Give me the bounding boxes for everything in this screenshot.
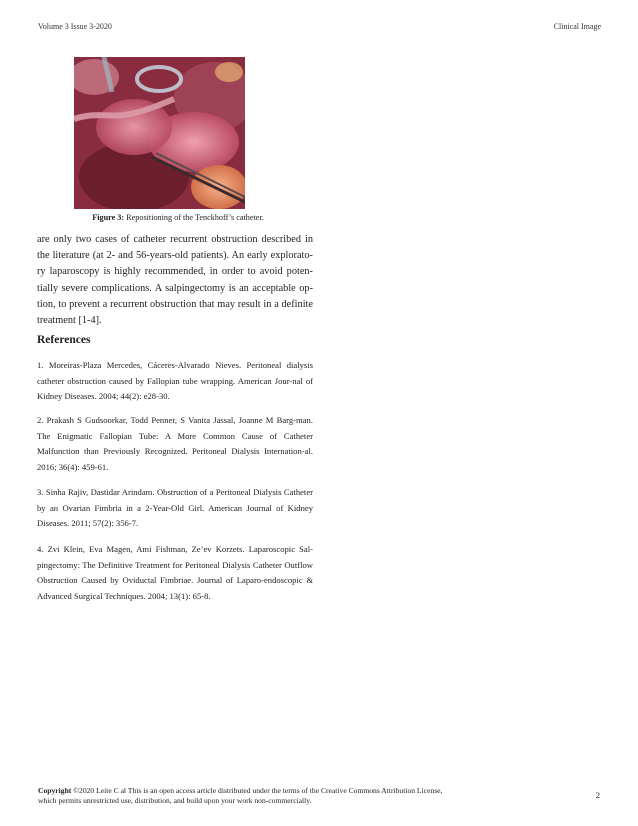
figure-label: Figure 3: <box>92 213 125 222</box>
copyright-label: Copyright <box>38 786 72 795</box>
reference-item: 1. Moreiras-Plaza Mercedes, Cáceres-Alvarado Nieves. Peritoneal dialysis catheter obstruction caused by Fallopian tube wrapping. American Jour-nal of Kidney Diseases. 2004; 44(2): e28-30. <box>37 360 313 402</box>
reference-item: 2. Prakash S Gudsoorkar, Todd Penner, S Vanita Jassal, Joanne M Barg-man. The Enigmatic Fallopian Tube: A More Common Cause of Catheter Malfunction than Previously Recognized. Peritoneal Dialysis Internation-al. 2016; 36(4): 459-61. <box>37 415 313 472</box>
references-heading: References <box>37 334 91 346</box>
body-paragraph: are only two cases of catheter recurrent obstruction described in the literature (at 2- and 56-years-old patients). An early explorato-ry laparoscopy is highly recommended, in order to avoid poten-tially severe complications. A salpingectomy is an acceptable op-tion, to prevent a recurrent obstruction that may result in a definite treatment [1-4]. <box>37 234 313 327</box>
journal-volume: Volume 3 Issue 3-2020 <box>38 22 112 31</box>
article-type: Clinical Image <box>553 22 601 31</box>
reference-item: 3. Sinha Rajiv, Dastidar Arindam. Obstruction of a Peritoneal Dialysis Catheter by an Ovarian Fimbria in a 2-Year-Old Girl. American Journal of Kidney Diseases. 2011; 57(2): 356-7. <box>37 487 313 529</box>
laparoscopy-illustration <box>74 57 245 209</box>
laparoscopy-image <box>74 57 245 209</box>
reference-item: 4. Zvi Klein, Eva Magen, Ami Fishman, Ze’ev Korzets. Laparoscopic Sal-pingectomy: The Definitive Treatment for Peritoneal Dialysis Catheter Outflow Obstruction Caused by Oviductal Fimbriae. Journal of Laparo-endoscopic & Advanced Surgical Techniques. 2004; 13(1): 65-8. <box>37 544 313 601</box>
figure-caption <box>38 213 318 222</box>
page-number: 2 <box>595 790 600 800</box>
figure-caption-text: Repositioning of the Tenckhoff’s catheter. <box>126 213 264 222</box>
copyright-notice <box>38 786 458 806</box>
copyright-text: ©2020 Leite C al This is an open access article distributed under the terms of the Creative Commons Attribution License, which permits unrestricted use, distribution, and build upon your work non-commercially. <box>38 786 443 805</box>
